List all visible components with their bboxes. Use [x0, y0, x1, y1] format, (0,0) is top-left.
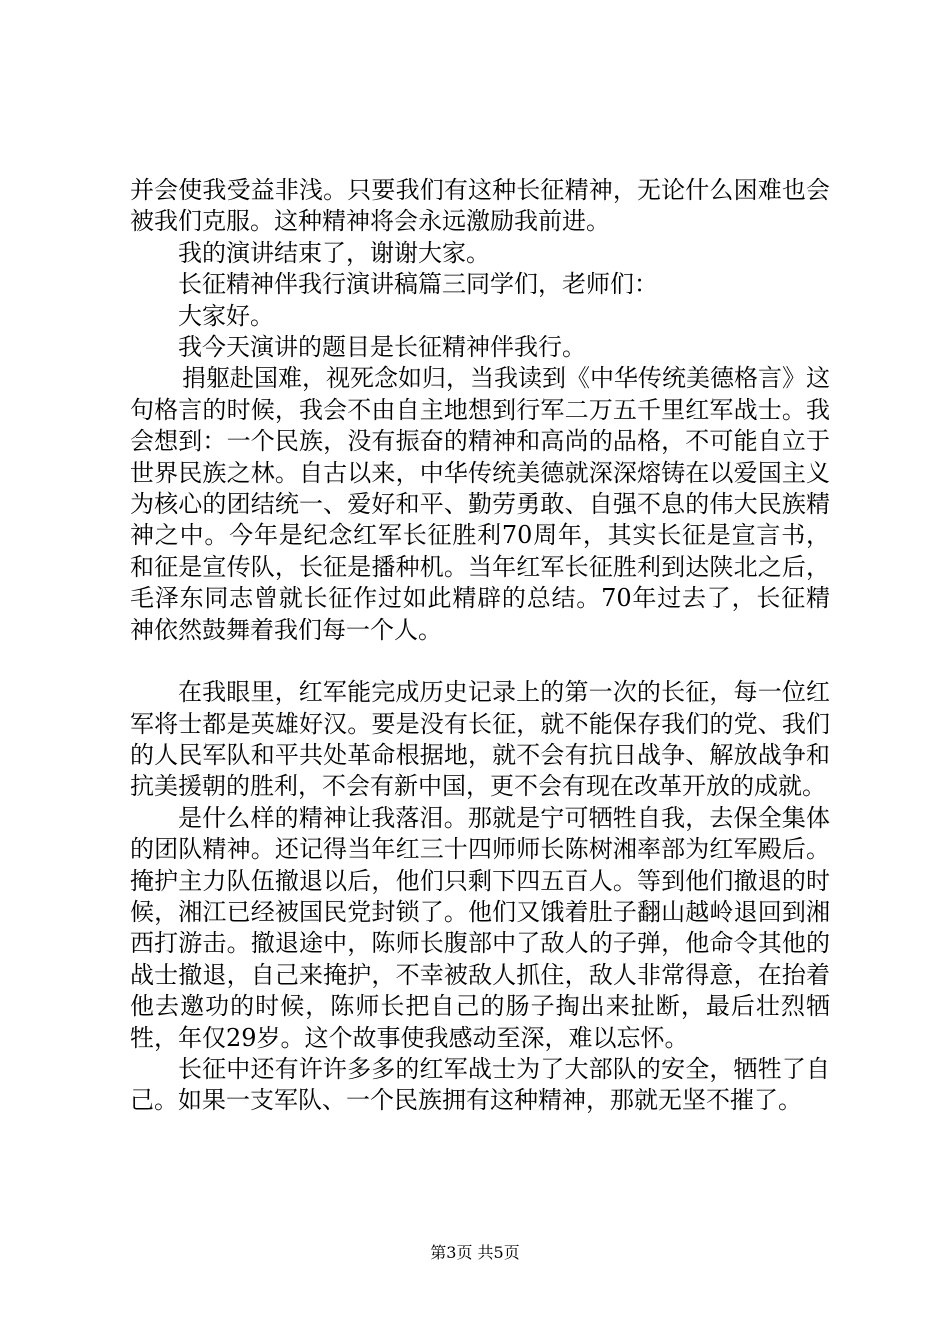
paragraph-2: 我的演讲结束了，谢谢大家。	[178, 238, 490, 267]
paragraph-3: 长征精神伴我行演讲稿篇三同学们，老师们：	[178, 270, 658, 299]
paragraph-6: 捐躯赴国难，视死念如归，当我读到《中华传统美德格言》这句格言的时候，我会不由自主地想到行军二万五千里红军战士。我会想到：一个民族，没有振奋的精神和高尚的品格，不可能自立于世界民族之林。自古以来，中华传统美德就深深熔铸在以爱国主义为核心的团结统一、爱好和平、勤劳勇敢、自强不息的伟大民族精神之中。今年是纪念红军长征胜利70周年，其实长征是宣言书，和征是宣传队，长征是播种机。当年红军长征胜利到达陕北之后，毛泽东同志曾就长征作过如此精辟的总结。70年过去了，长征精神依然鼓舞着我们每一个人。	[130, 364, 830, 644]
paragraph-8: 是什么样的精神让我落泪。那就是宁可牺牲自我，去保全集体的团队精神。还记得当年红三十四师师长陈树湘率部为红军殿后。掩护主力队伍撤退以后，他们只剩下四五百人。等到他们撤退的时候，湘江已经被国民党封锁了。他们又饿着肚子翻山越岭退回到湘西打游击。撤退途中，陈师长腹部中了敌人的子弹，他命令其他的战士撤退，自己来掩护，不幸被敌人抓住，敌人非常得意，在抬着他去邀功的时候，陈师长把自己的肠子掏出来扯断，最后壮烈牺牲，年仅29岁。这个故事使我感动至深，难以忘怀。	[130, 803, 830, 1052]
paragraph-9: 长征中还有许许多多的红军战士为了大部队的安全，牺牲了自己。如果一支军队、一个民族拥有这种精神，那就无坚不摧了。	[130, 1054, 830, 1115]
paragraph-4: 大家好。	[178, 301, 274, 330]
paragraph-7: 在我眼里，红军能完成历史记录上的第一次的长征，每一位红军将士都是英雄好汉。要是没有长征，就不能保存我们的党、我们的人民军队和平共处革命根据地，就不会有抗日战争、解放战争和抗美援朝的胜利，不会有新中国，更不会有现在改革开放的成就。	[130, 678, 830, 801]
paragraph-1: 并会使我受益非浅。只要我们有这种长征精神，无论什么困难也会被我们克服。这种精神将会永远激励我前进。	[130, 176, 830, 236]
page-footer: 第3页 共5页	[430, 1243, 520, 1262]
paragraph-5: 我今天演讲的题目是长征精神伴我行。	[178, 333, 586, 362]
document-body	[130, 175, 830, 1117]
